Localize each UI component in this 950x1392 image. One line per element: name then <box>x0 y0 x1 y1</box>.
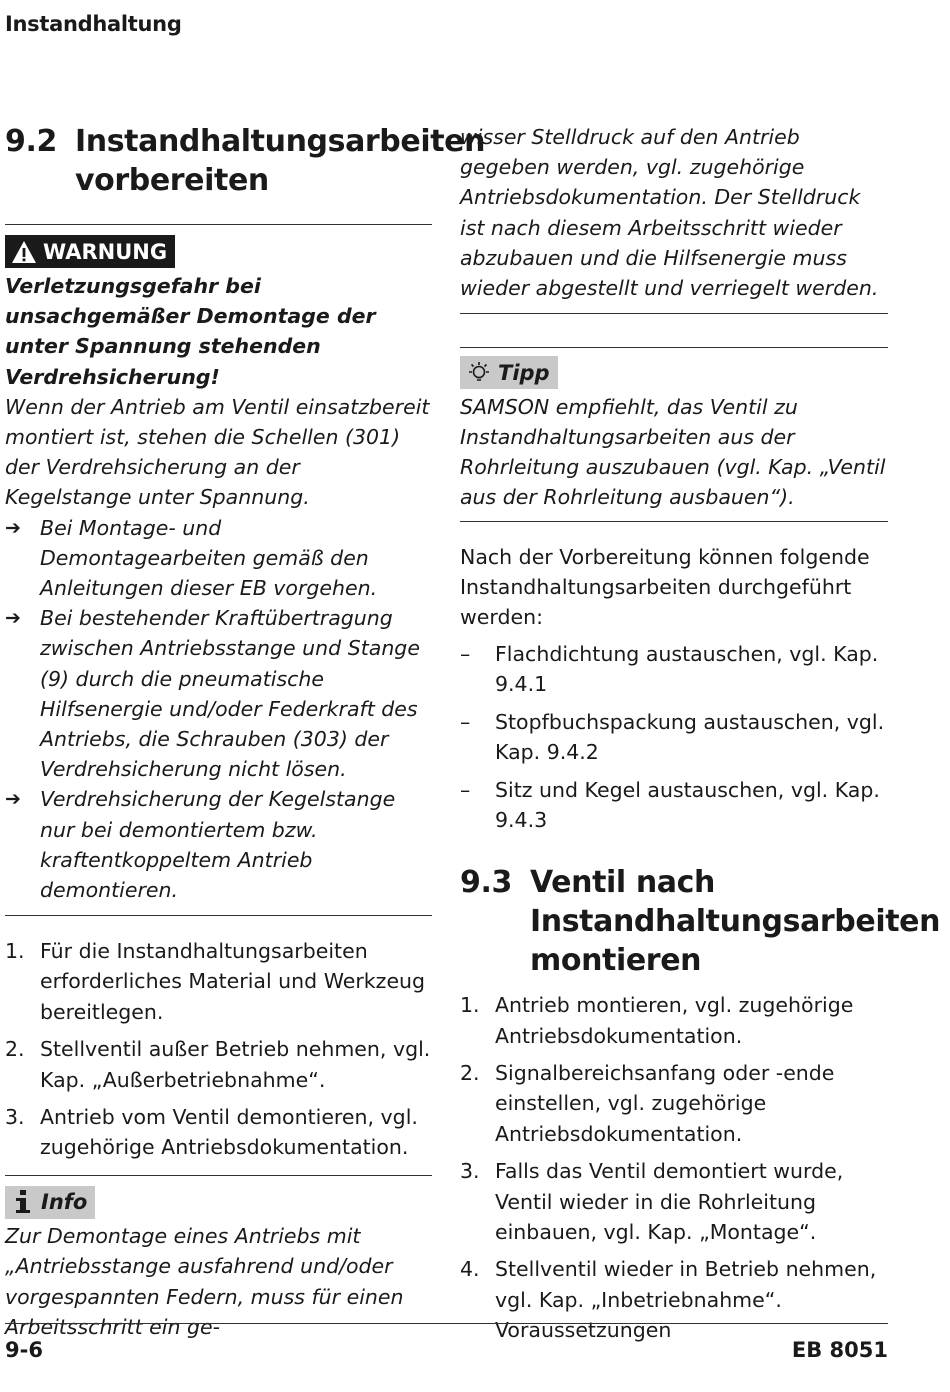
warning-action-item: ➔ Bei Montage- und Demontagearbeiten gemäß den Anleitungen dieser EB vorgehen. <box>5 513 432 604</box>
info-text-continued: wisser Stelldruck auf den Antrieb gegeben werden, vgl. zugehörige Antriebsdokumentation. Der Stelldruck ist nach diesem Arbeitsschritt wieder abzubauen und die Hilfsenergie muss wieder abgestellt und verriegelt werden. <box>460 125 879 301</box>
section-title: Instandhaltungsarbeiten vorbereiten <box>75 124 486 198</box>
info-text: Zur Demontage eines Antriebs mit „Antriebsstange ausfahrend und/oder vorgespannten Federn, muss für einen Arbeitsschritt ein ge- <box>5 1224 404 1339</box>
info-badge <box>5 1186 95 1219</box>
preparation-steps <box>5 936 432 1162</box>
tip-label: Tipp <box>498 360 550 385</box>
footer-divider <box>5 1323 888 1324</box>
section-heading-9-2 <box>5 122 486 200</box>
list-item: 3. Falls das Ventil demontiert wurde, Ventil wieder in die Rohrleitung einbauen, vgl. Kap. „Montage“. <box>460 1159 844 1244</box>
arrow-right-icon: ➔ <box>5 607 21 630</box>
page-number: 9-6 <box>5 1338 43 1362</box>
document-id: EB 8051 <box>791 1338 888 1362</box>
tip-text: SAMSON empfiehlt, das Ventil zu Instandhaltungsarbeiten aus der Rohrleitung auszubauen (vgl. Kap. „Ventil aus der Rohrleitung ausbauen“). <box>460 394 886 510</box>
warning-headline: Verletzungsgefahr bei unsachgemäßer Demontage der unter Spannung stehenden Verdrehsicherung! <box>5 274 376 389</box>
warning-triangle-icon <box>11 240 37 264</box>
right-column <box>460 120 941 1353</box>
section-heading-9-3 <box>460 863 941 980</box>
warning-label: WARNUNG <box>43 239 168 264</box>
list-item: 1. Antrieb montieren, vgl. zugehörige Antriebsdokumentation. <box>460 993 854 1048</box>
warning-action-item: ➔ Verdrehsicherung der Kegelstange nur bei demontiertem bzw. kraftentkoppeltem Antrieb demontieren. <box>5 784 432 905</box>
list-item: 3. Antrieb vom Ventil demontieren, vgl. zugehörige Antriebsdokumentation. <box>5 1105 418 1160</box>
warning-badge <box>5 235 175 268</box>
list-item: – Stopfbuchspackung austauschen, vgl. Kap. 9.4.2 <box>460 710 885 765</box>
section-number: 9.2 <box>5 124 57 159</box>
info-label: Info <box>41 1190 88 1215</box>
divider <box>460 313 888 314</box>
mounting-steps <box>460 990 888 1345</box>
warning-text: Wenn der Antrieb am Ventil einsatzbereit montiert ist, stehen die Schellen (301) der Verdrehsicherung an der Kegelstange unter Spannung. <box>5 394 430 510</box>
info-icon <box>11 1189 35 1215</box>
maintenance-tasks <box>460 639 888 835</box>
intro-text: Nach der Vorbereitung können folgende Instandhaltungsarbeiten durchgeführt werden: <box>460 544 870 629</box>
section-title: Ventil nach Instandhaltungsarbeiten montieren <box>530 865 941 979</box>
warning-action-item: ➔ Bei bestehender Kraftübertragung zwischen Antriebsstange und Stange (9) durch die pneumatische Hilfsenergie und/oder Federkraft des Antriebs, die Schrauben (303) der Verdrehsicherung nicht lösen. <box>5 603 432 784</box>
arrow-right-icon: ➔ <box>5 788 21 811</box>
arrow-right-icon: ➔ <box>5 516 21 539</box>
divider <box>5 224 432 225</box>
header-title: Instandhaltung <box>5 12 182 36</box>
list-item: – Flachdichtung austauschen, vgl. Kap. 9.4.1 <box>460 642 879 697</box>
list-item: 4. Stellventil wieder in Betrieb nehmen, vgl. Kap. „Inbetriebnahme“. Voraussetzungen <box>460 1257 877 1342</box>
tip-badge <box>460 356 558 389</box>
list-item: – Sitz und Kegel austauschen, vgl. Kap. 9.4.3 <box>460 777 880 833</box>
divider <box>460 347 888 348</box>
list-item: 1. Für die Instandhaltungsarbeiten erforderliches Material und Werkzeug bereitlegen. <box>5 939 426 1024</box>
lightbulb-icon <box>466 360 492 386</box>
list-item: 2. Signalbereichsanfang oder -ende einstellen, vgl. zugehörige Antriebsdokumentation. <box>460 1061 835 1146</box>
divider <box>460 521 888 522</box>
list-item: 2. Stellventil außer Betrieb nehmen, vgl. Kap. „Außerbetriebnahme“. <box>5 1037 431 1092</box>
section-number: 9.3 <box>460 865 512 901</box>
divider <box>5 915 432 916</box>
divider <box>5 1175 432 1176</box>
